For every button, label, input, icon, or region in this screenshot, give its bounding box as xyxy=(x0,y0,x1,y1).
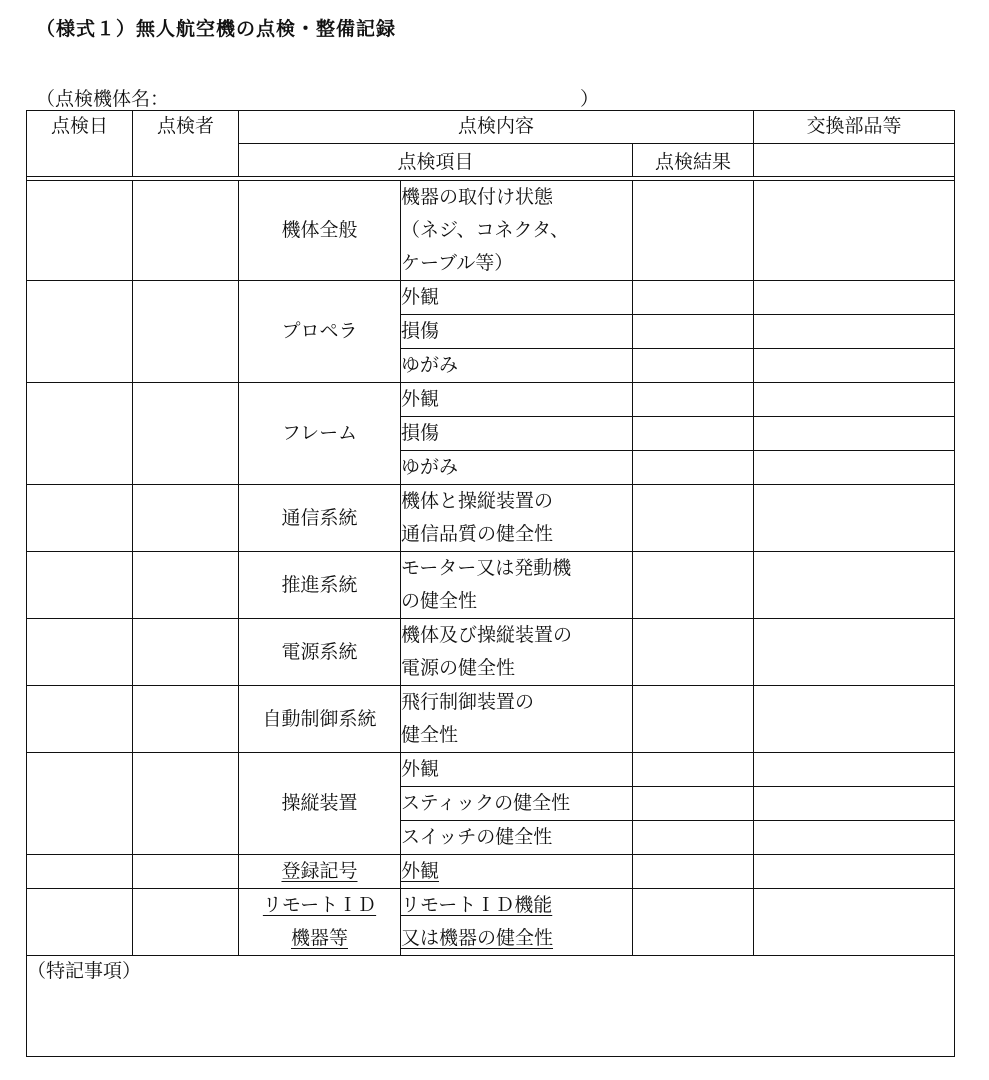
category-cell xyxy=(239,181,401,281)
inspector-cell[interactable] xyxy=(133,619,239,686)
item-cell xyxy=(401,889,633,956)
table-row xyxy=(27,619,955,686)
category-label: 操縦装置 xyxy=(281,792,358,814)
category-label: リモートＩＤ xyxy=(262,894,377,916)
parts-cell[interactable] xyxy=(754,485,955,552)
result-cell[interactable] xyxy=(633,889,754,956)
parts-cell[interactable] xyxy=(754,686,955,753)
item-cell xyxy=(401,181,633,281)
result-cell[interactable] xyxy=(633,753,754,787)
category-label: 登録記号 xyxy=(281,860,358,882)
parts-cell[interactable] xyxy=(754,315,955,349)
category-cell xyxy=(239,485,401,552)
table-row xyxy=(27,485,955,552)
result-cell[interactable] xyxy=(633,181,754,281)
item-label: 機体と操縦装置の xyxy=(401,490,554,512)
table-row xyxy=(27,281,955,315)
category-label: 自動制御系統 xyxy=(262,707,377,730)
item-label: スティックの健全性 xyxy=(401,792,571,814)
category-label: 機体全般 xyxy=(281,219,358,241)
parts-cell[interactable] xyxy=(754,281,955,315)
category-cell xyxy=(239,552,401,619)
item-cell xyxy=(401,281,633,315)
category-cell xyxy=(239,686,401,753)
notes-row xyxy=(27,956,955,1057)
item-cell xyxy=(401,753,633,787)
inspector-cell[interactable] xyxy=(133,181,239,281)
header-parts-sub xyxy=(754,144,955,177)
table-row xyxy=(27,552,955,619)
date-cell[interactable] xyxy=(27,855,133,889)
item-label: （ネジ、コネクタ、 xyxy=(401,219,569,241)
category-label: 電源系統 xyxy=(281,640,358,663)
date-cell[interactable] xyxy=(27,281,133,383)
date-cell[interactable] xyxy=(27,686,133,753)
category-cell xyxy=(239,753,401,855)
parts-cell[interactable] xyxy=(754,889,955,956)
table-row xyxy=(27,753,955,787)
result-cell[interactable] xyxy=(633,451,754,485)
category-cell xyxy=(239,619,401,686)
result-cell[interactable] xyxy=(633,552,754,619)
item-cell xyxy=(401,686,633,753)
category-cell xyxy=(239,281,401,383)
item-label: 損傷 xyxy=(401,422,440,444)
header-date: 点検日 xyxy=(27,111,133,177)
category-label: プロペラ xyxy=(281,320,358,342)
item-cell xyxy=(401,619,633,686)
inspector-cell[interactable] xyxy=(133,485,239,552)
item-cell xyxy=(401,485,633,552)
item-label: 損傷 xyxy=(401,320,440,342)
item-label: ケーブル等） xyxy=(401,252,514,274)
inspector-cell[interactable] xyxy=(133,753,239,855)
form-title: （様式１）無人航空機の点検・整備記録 xyxy=(36,18,397,40)
item-cell xyxy=(401,855,633,889)
item-cell xyxy=(401,821,633,855)
item-cell xyxy=(401,349,633,383)
inspection-table xyxy=(26,110,955,1057)
date-cell[interactable] xyxy=(27,485,133,552)
item-label: ゆがみ xyxy=(401,354,459,376)
parts-cell[interactable] xyxy=(754,181,955,281)
date-cell[interactable] xyxy=(27,753,133,855)
table-row xyxy=(27,686,955,753)
category-label: 機器等 xyxy=(290,927,348,949)
item-label: モーター又は発動機 xyxy=(401,557,572,579)
header-content: 点検内容 xyxy=(239,111,754,144)
notes-cell[interactable] xyxy=(27,956,955,1057)
item-cell xyxy=(401,315,633,349)
item-cell xyxy=(401,787,633,821)
item-label: スイッチの健全性 xyxy=(401,826,553,848)
result-cell[interactable] xyxy=(633,417,754,451)
parts-cell[interactable] xyxy=(754,552,955,619)
item-label: 飛行制御装置の xyxy=(401,691,535,713)
item-cell xyxy=(401,417,633,451)
parts-cell[interactable] xyxy=(754,451,955,485)
category-cell xyxy=(239,889,401,956)
result-cell[interactable] xyxy=(633,619,754,686)
item-label: の健全性 xyxy=(401,590,478,612)
parts-cell[interactable] xyxy=(754,417,955,451)
aircraft-name-line xyxy=(36,84,600,111)
inspector-cell[interactable] xyxy=(133,889,239,956)
item-label: 機体及び操縦装置の xyxy=(401,624,573,646)
result-cell[interactable] xyxy=(633,383,754,417)
parts-cell[interactable] xyxy=(754,855,955,889)
category-cell xyxy=(239,855,401,889)
date-cell[interactable] xyxy=(27,383,133,485)
item-label: 機器の取付け状態 xyxy=(401,186,554,208)
header-item: 点検項目 xyxy=(239,144,633,177)
header-inspector: 点検者 xyxy=(133,111,239,177)
date-cell[interactable] xyxy=(27,619,133,686)
table-row xyxy=(27,181,955,281)
result-cell[interactable] xyxy=(633,787,754,821)
result-cell[interactable] xyxy=(633,686,754,753)
inspector-cell[interactable] xyxy=(133,686,239,753)
item-cell xyxy=(401,552,633,619)
result-cell[interactable] xyxy=(633,855,754,889)
date-cell[interactable] xyxy=(27,889,133,956)
aircraft-name-label: （点検機体名： xyxy=(36,88,170,110)
result-cell[interactable] xyxy=(633,281,754,315)
inspector-cell[interactable] xyxy=(133,855,239,889)
inspector-cell[interactable] xyxy=(133,552,239,619)
parts-cell[interactable] xyxy=(754,753,955,787)
result-cell[interactable] xyxy=(633,349,754,383)
item-label: 外観 xyxy=(401,860,440,882)
aircraft-name-close: ） xyxy=(580,88,600,110)
item-label: 外観 xyxy=(401,286,440,308)
category-cell xyxy=(239,383,401,485)
item-cell xyxy=(401,383,633,417)
item-label: 外観 xyxy=(401,758,440,780)
item-label: 又は機器の健全性 xyxy=(401,927,554,949)
notes-label: （特記事項） xyxy=(27,960,142,982)
result-cell[interactable] xyxy=(633,821,754,855)
table-row xyxy=(27,889,955,956)
parts-cell[interactable] xyxy=(754,619,955,686)
parts-cell[interactable] xyxy=(754,787,955,821)
result-cell[interactable] xyxy=(633,485,754,552)
header-parts: 交換部品等 xyxy=(754,111,955,144)
parts-cell[interactable] xyxy=(754,821,955,855)
date-cell[interactable] xyxy=(27,552,133,619)
category-label: 推進系統 xyxy=(281,573,358,596)
inspector-cell[interactable] xyxy=(133,383,239,485)
table-row xyxy=(27,855,955,889)
table-row xyxy=(27,383,955,417)
parts-cell[interactable] xyxy=(754,383,955,417)
category-label: フレーム xyxy=(281,422,358,444)
item-label: 電源の健全性 xyxy=(401,657,516,679)
date-cell[interactable] xyxy=(27,181,133,281)
item-cell xyxy=(401,451,633,485)
item-label: ゆがみ xyxy=(401,456,459,478)
item-label: 通信品質の健全性 xyxy=(401,523,554,545)
result-cell[interactable] xyxy=(633,315,754,349)
header-result: 点検結果 xyxy=(633,144,754,177)
parts-cell[interactable] xyxy=(754,349,955,383)
item-label: リモートＩＤ機能 xyxy=(401,894,553,916)
item-label: 健全性 xyxy=(401,724,459,746)
inspector-cell[interactable] xyxy=(133,281,239,383)
item-label: 外観 xyxy=(401,388,440,410)
category-label: 通信系統 xyxy=(281,506,358,529)
